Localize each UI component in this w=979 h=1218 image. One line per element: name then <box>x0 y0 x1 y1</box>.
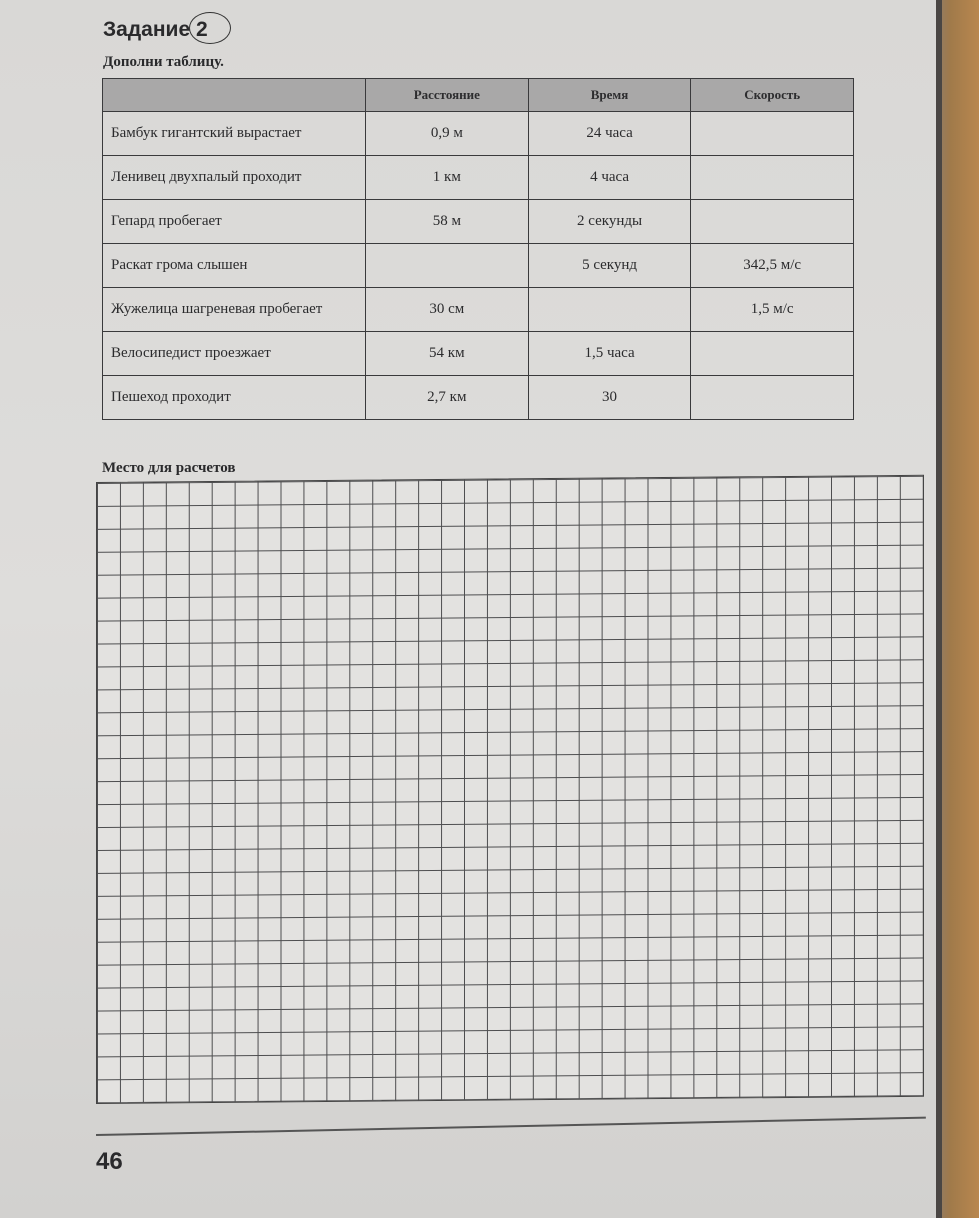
speed-cell[interactable] <box>691 376 854 420</box>
header-time: Время <box>528 79 691 112</box>
time-cell[interactable]: 24 часа <box>528 112 691 156</box>
distance-cell[interactable] <box>365 244 528 288</box>
task-title <box>103 18 208 42</box>
speed-cell[interactable] <box>691 332 854 376</box>
row-label: Пешеход проходит <box>103 376 366 420</box>
row-label: Ленивец двухпалый проходит <box>103 156 366 200</box>
distance-cell[interactable]: 58 м <box>365 200 528 244</box>
pen-circle-mark <box>189 12 231 44</box>
footer-divider <box>96 1117 926 1136</box>
calc-area-title: Место для расчетов <box>102 460 236 476</box>
speed-cell[interactable] <box>691 200 854 244</box>
table-header-row <box>103 79 854 112</box>
header-empty <box>103 79 366 112</box>
distance-cell[interactable]: 30 см <box>365 288 528 332</box>
task-instruction: Дополни таблицу. <box>103 54 224 70</box>
task-title-text: Задание 2 <box>103 18 208 41</box>
distance-cell[interactable]: 2,7 км <box>365 376 528 420</box>
speed-cell[interactable] <box>691 156 854 200</box>
page-number: 46 <box>96 1148 123 1175</box>
time-cell[interactable]: 4 часа <box>528 156 691 200</box>
time-cell[interactable]: 30 <box>528 376 691 420</box>
header-distance: Расстояние <box>365 79 528 112</box>
table-row <box>103 112 854 156</box>
time-cell[interactable]: 1,5 часа <box>528 332 691 376</box>
distance-cell[interactable]: 0,9 м <box>365 112 528 156</box>
time-cell[interactable]: 5 секунд <box>528 244 691 288</box>
row-label: Жужелица шагреневая пробегает <box>103 288 366 332</box>
time-cell[interactable] <box>528 288 691 332</box>
row-label: Раскат грома слышен <box>103 244 366 288</box>
speed-cell[interactable]: 1,5 м/с <box>691 288 854 332</box>
table-row <box>103 376 854 420</box>
distance-cell[interactable]: 54 км <box>365 332 528 376</box>
speed-cell[interactable] <box>691 112 854 156</box>
row-label: Бамбук гигантский вырастает <box>103 112 366 156</box>
table-row <box>103 288 854 332</box>
header-speed: Скорость <box>691 79 854 112</box>
row-label: Велосипедист проезжает <box>103 332 366 376</box>
calculation-grid[interactable] <box>96 475 924 1104</box>
table-row <box>103 332 854 376</box>
table-row <box>103 156 854 200</box>
table-row <box>103 244 854 288</box>
distance-cell[interactable]: 1 км <box>365 156 528 200</box>
row-label: Гепард пробегает <box>103 200 366 244</box>
time-cell[interactable]: 2 секунды <box>528 200 691 244</box>
table-row <box>103 200 854 244</box>
page-edge-shadow <box>936 0 942 1218</box>
speed-table <box>102 78 854 420</box>
speed-cell[interactable]: 342,5 м/с <box>691 244 854 288</box>
